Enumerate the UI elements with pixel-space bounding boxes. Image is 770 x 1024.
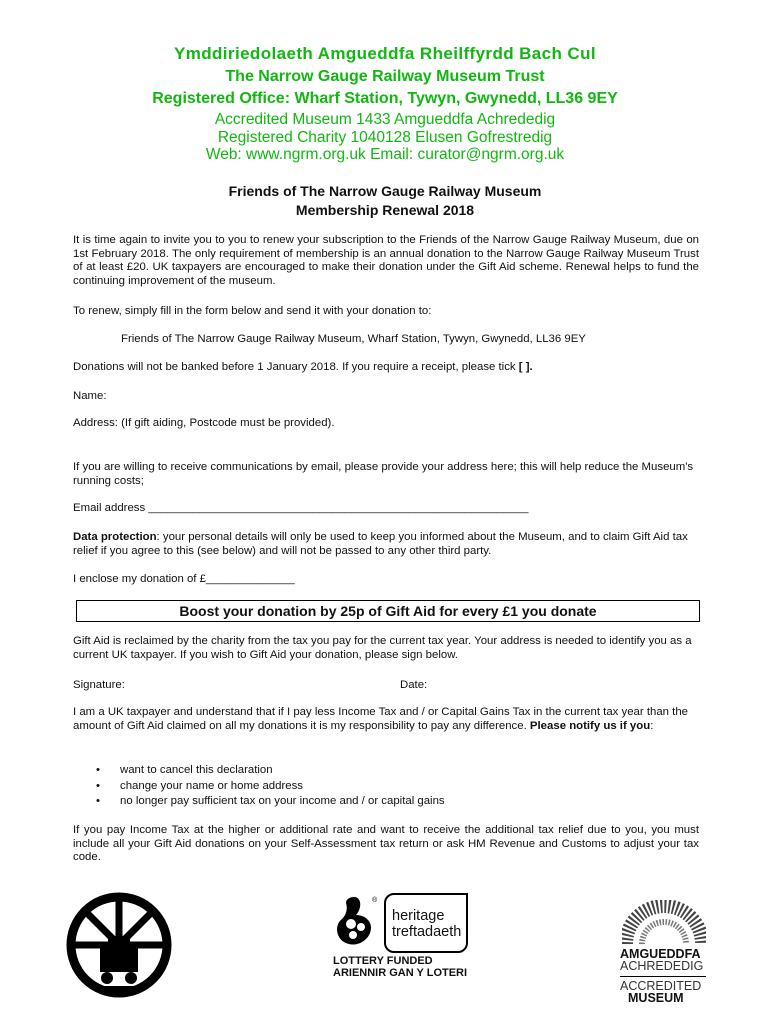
lottery-crossed-fingers-icon: [332, 893, 380, 951]
gift-aid-explanation: Gift Aid is reclaimed by the charity from the tax you pay for the current tax year. Your address is needed to identify you as a current UK taxpayer. If you wish to Gift Aid your donation, please sign below.: [73, 635, 692, 661]
lottery-funded-label: LOTTERY FUNDED: [333, 955, 433, 967]
gift-aid-declaration: [73, 706, 699, 733]
achrededig-label: ACHREDEDIG: [620, 959, 704, 973]
signature-field[interactable]: Signature:: [73, 679, 125, 691]
trust-welsh-name: Ymddiriedolaeth Amgueddfa Rheilffyrdd Bach Cul: [173, 44, 597, 63]
intro-paragraph: It is time again to invite you to you to renew your subscription to the Friends of the Narrow Gauge Railway Museum, due on 1st February 2018. The only requirement of membership is an annual donation to the Narrow Gauge Railway Museum Trust of at least £20. UK taxpayers are encouraged to make their donation under the Gift Aid scheme. Renewal helps to fund the continuing improvement of the museum.: [73, 234, 699, 287]
railway-wheel-logo: [64, 890, 174, 1000]
registered-charity: Registered Charity 1040128 Elusen Gofrestredig: [217, 129, 553, 146]
accredited-museum: Accredited Museum 1433 Amgueddfa Achrededig: [214, 111, 556, 128]
amgueddfa-label: AMGUEDDFA: [620, 947, 701, 961]
trust-english-name: The Narrow Gauge Railway Museum Trust: [225, 68, 545, 85]
receipt-tick-box[interactable]: [ ].: [518, 361, 533, 373]
museum-logo-divider: [620, 976, 706, 977]
notify-colon: :: [650, 719, 654, 732]
data-protection-text: : your personal details will only be used to keep you informed about the Museum, and to claim Gift Aid tax relief if you agree to this (see below) and will not be passed to any other third party.: [73, 531, 688, 557]
accredited-museum-emblem-icon: [622, 900, 706, 946]
address-label: Address: (If gift aiding, Postcode must be provided).: [73, 417, 335, 429]
heritage-label: heritage: [392, 908, 445, 924]
bullet-text: change your name or home address: [120, 780, 303, 792]
list-item: • no longer pay sufficient tax on your income and / or capital gains: [96, 795, 445, 807]
ariennir-label: ARIENNIR GAN Y LOTERI: [333, 967, 468, 979]
list-item: • change your name or home address: [96, 780, 303, 792]
treftadaeth-label: treftadaeth: [392, 924, 462, 940]
svg-text:®: ®: [372, 897, 378, 904]
notify-us-bold: Please notify us if you: [529, 719, 651, 732]
postal-address: Friends of The Narrow Gauge Railway Museum, Wharf Station, Tywyn, Gwynedd, LL36 9EY: [121, 333, 586, 345]
accredited-label: ACCREDITED: [620, 979, 702, 993]
donation-amount-field[interactable]: I enclose my donation of £______________: [73, 573, 295, 585]
data-protection: [73, 531, 699, 558]
list-item: • want to cancel this declaration: [96, 764, 273, 776]
data-protection-label: Data protection: [73, 531, 157, 543]
renew-instructions: To renew, simply fill in the form below and send it with your donation to:: [73, 305, 432, 317]
museum-label: MUSEUM: [628, 991, 684, 1005]
bullet-text: want to cancel this declaration: [120, 764, 273, 776]
form-title: Friends of The Narrow Gauge Railway Museum: [228, 183, 542, 199]
bullet-text: no longer pay sufficient tax on your income and / or capital gains: [120, 795, 445, 807]
heritage-box: [384, 893, 468, 953]
date-field[interactable]: Date:: [400, 679, 428, 691]
email-field[interactable]: Email address ____________________________________________________________: [73, 502, 529, 514]
gift-aid-banner: Boost your donation by 25p of Gift Aid for every £1 you donate: [76, 600, 700, 622]
form-subtitle: Membership Renewal 2018: [295, 202, 475, 218]
email-intro: If you are willing to receive communications by email, please provide your address here; this will help reduce the Museum's running costs;: [73, 461, 694, 487]
declaration-text: I am a UK taxpayer and understand that if I pay less Income Tax and / or Capital Gains Tax in the current tax year than the amount of Gift Aid claimed on all my donations it is my responsibility to pay any difference.: [73, 706, 689, 732]
higher-rate-note: If you pay Income Tax at the higher or additional rate and want to receive the additional tax relief due to you, you must include all your Gift Aid donations on your Self-Assessment tax return or ask HM Revenue and Customs to adjust your tax code.: [73, 824, 699, 864]
donations-text: Donations will not be banked before 1 January 2018. If you require a receipt, please tick: [73, 361, 516, 373]
registered-office: Registered Office: Wharf Station, Tywyn, Gwynedd, LL36 9EY: [152, 90, 618, 107]
name-label: Name:: [73, 390, 107, 402]
web-email: Web: www.ngrm.org.uk Email: curator@ngrm.org.uk: [205, 146, 565, 163]
donations-note: [73, 361, 699, 375]
